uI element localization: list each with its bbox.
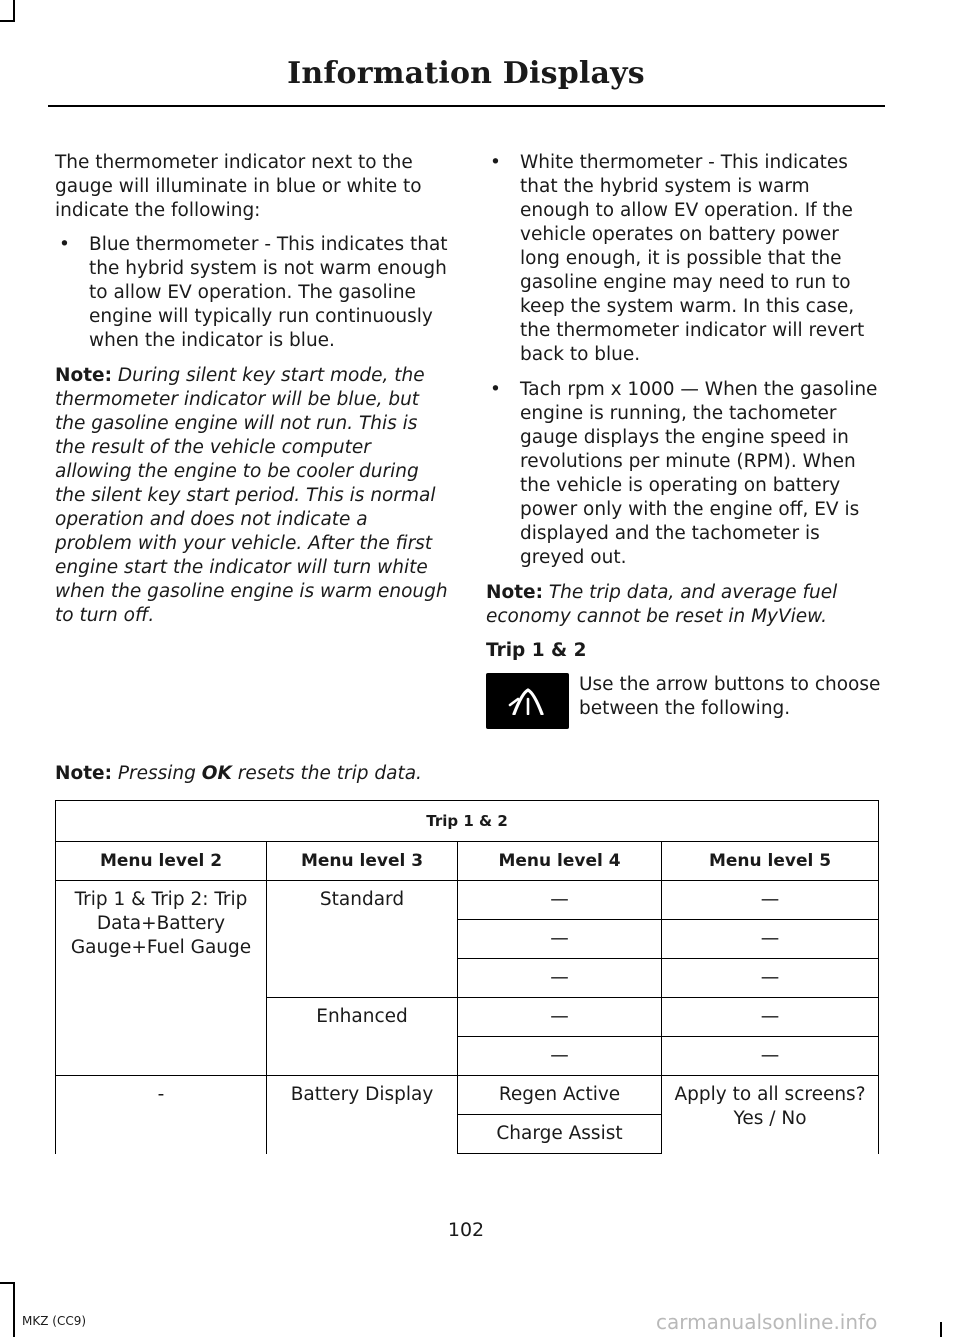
bullet-white-thermometer: [486, 151, 884, 367]
cell-dash: —: [662, 920, 879, 959]
bullet-tachometer: [486, 378, 884, 570]
trip-data-note: [486, 581, 884, 629]
cell-standard: Standard: [267, 881, 458, 998]
left-column: [55, 151, 450, 638]
cell-regen-active: Regen Active: [458, 1076, 662, 1115]
cell-dash: —: [458, 959, 662, 998]
header-menu-level-3: Menu level 3: [267, 842, 458, 881]
cell-dash: —: [662, 998, 879, 1037]
crop-mark-top-left-v: [13, 0, 15, 22]
table-row: [56, 1076, 879, 1115]
header-menu-level-4: Menu level 4: [458, 842, 662, 881]
table-row: [56, 881, 879, 920]
bullet-dot: •: [490, 379, 501, 400]
crop-mark-top-left-h: [0, 20, 15, 22]
note-label: Note:: [486, 582, 543, 603]
trip-instruction-text: Use the arrow buttons to choose between the following.: [579, 674, 881, 719]
header-rule: [48, 105, 885, 107]
bullet-dot: •: [490, 152, 501, 173]
watermark: carmanualsonline.info: [656, 1310, 878, 1334]
cell-dash: —: [458, 998, 662, 1037]
cell-dash: —: [458, 920, 662, 959]
cell-trip-data: Trip 1 & Trip 2: Trip Data+Battery Gauge+Fuel Gauge: [56, 881, 267, 1076]
header-menu-level-5: Menu level 5: [662, 842, 879, 881]
cell-apply-all: Apply to all screens? Yes / No: [662, 1076, 879, 1154]
bullet-blue-thermometer: [55, 233, 450, 353]
ok-label: OK: [201, 763, 232, 784]
reset-note: [55, 763, 422, 784]
page-number: 102: [447, 1219, 485, 1241]
cell-dash: —: [662, 881, 879, 920]
page-title: Information Displays: [287, 56, 645, 91]
note-text: The trip data, and average fuel economy cannot be reset in MyView.: [486, 582, 838, 627]
bullet-tach-text: Tach rpm x 1000 — When the gasoline engine is running, the tachometer gauge displays the engine speed in revolutions per minute (RPM). When the vehicle is operating on battery power only with the engine off, EV is displayed and the tachometer is greyed out.: [520, 379, 878, 568]
cell-dash: —: [662, 959, 879, 998]
intro-paragraph: The thermometer indicator next to the gauge will illuminate in blue or white to indicate the following:: [55, 152, 422, 221]
crop-mark-bottom-left-h: [0, 1282, 15, 1284]
bullet-white-text: White thermometer - This indicates that the hybrid system is warm enough to allow EV operation. If the vehicle operates on battery power long enough, it is possible that the gasoline engine may need to run to keep the system warm. In this case, the thermometer indicator will revert back to blue.: [520, 152, 865, 365]
note-text: During silent key start mode, the thermometer indicator will be blue, but the gasoline engine will not run. This is the result of the vehicle computer allowing the engine to be cooler during the silent key start period. This is normal operation and does not indicate a problem with your vehicle. After the first engine start the indicator will turn white when the gasoline engine is warm enough to turn off.: [55, 365, 448, 626]
trip-road-icon: [486, 673, 569, 729]
trip-subheading: Trip 1 & 2: [486, 640, 587, 661]
cell-dash: —: [662, 1037, 879, 1076]
note-post: resets the trip data.: [231, 763, 422, 784]
cell-dash: —: [458, 881, 662, 920]
note-label: Note:: [55, 365, 112, 386]
table-caption: Trip 1 & 2: [56, 801, 879, 842]
note-pre: Pressing: [117, 763, 202, 784]
trip-instruction: [486, 673, 884, 733]
right-column: [486, 151, 884, 733]
cell-dash: —: [458, 1037, 662, 1076]
table-header-row: [56, 842, 879, 881]
cell-charge-assist: Charge Assist: [458, 1115, 662, 1154]
note-label: Note:: [55, 763, 112, 784]
bullet-blue-text: Blue thermometer - This indicates that the hybrid system is not warm enough to allow EV operation. The gasoline engine will typically run continuously when the indicator is blue.: [89, 234, 448, 351]
crop-mark-bottom-right-v: [940, 1322, 942, 1337]
cell-level2-dash: -: [56, 1076, 267, 1154]
bullet-dot: •: [59, 234, 70, 255]
header-menu-level-2: Menu level 2: [56, 842, 267, 881]
cell-enhanced: Enhanced: [267, 998, 458, 1076]
trip-menu-table: [55, 800, 879, 1154]
model-code: MKZ (CC9): [22, 1314, 87, 1328]
cell-battery-display: Battery Display: [267, 1076, 458, 1154]
silent-key-note: [55, 364, 450, 628]
table-caption-row: [56, 801, 879, 842]
crop-mark-bottom-left-v: [13, 1282, 15, 1337]
